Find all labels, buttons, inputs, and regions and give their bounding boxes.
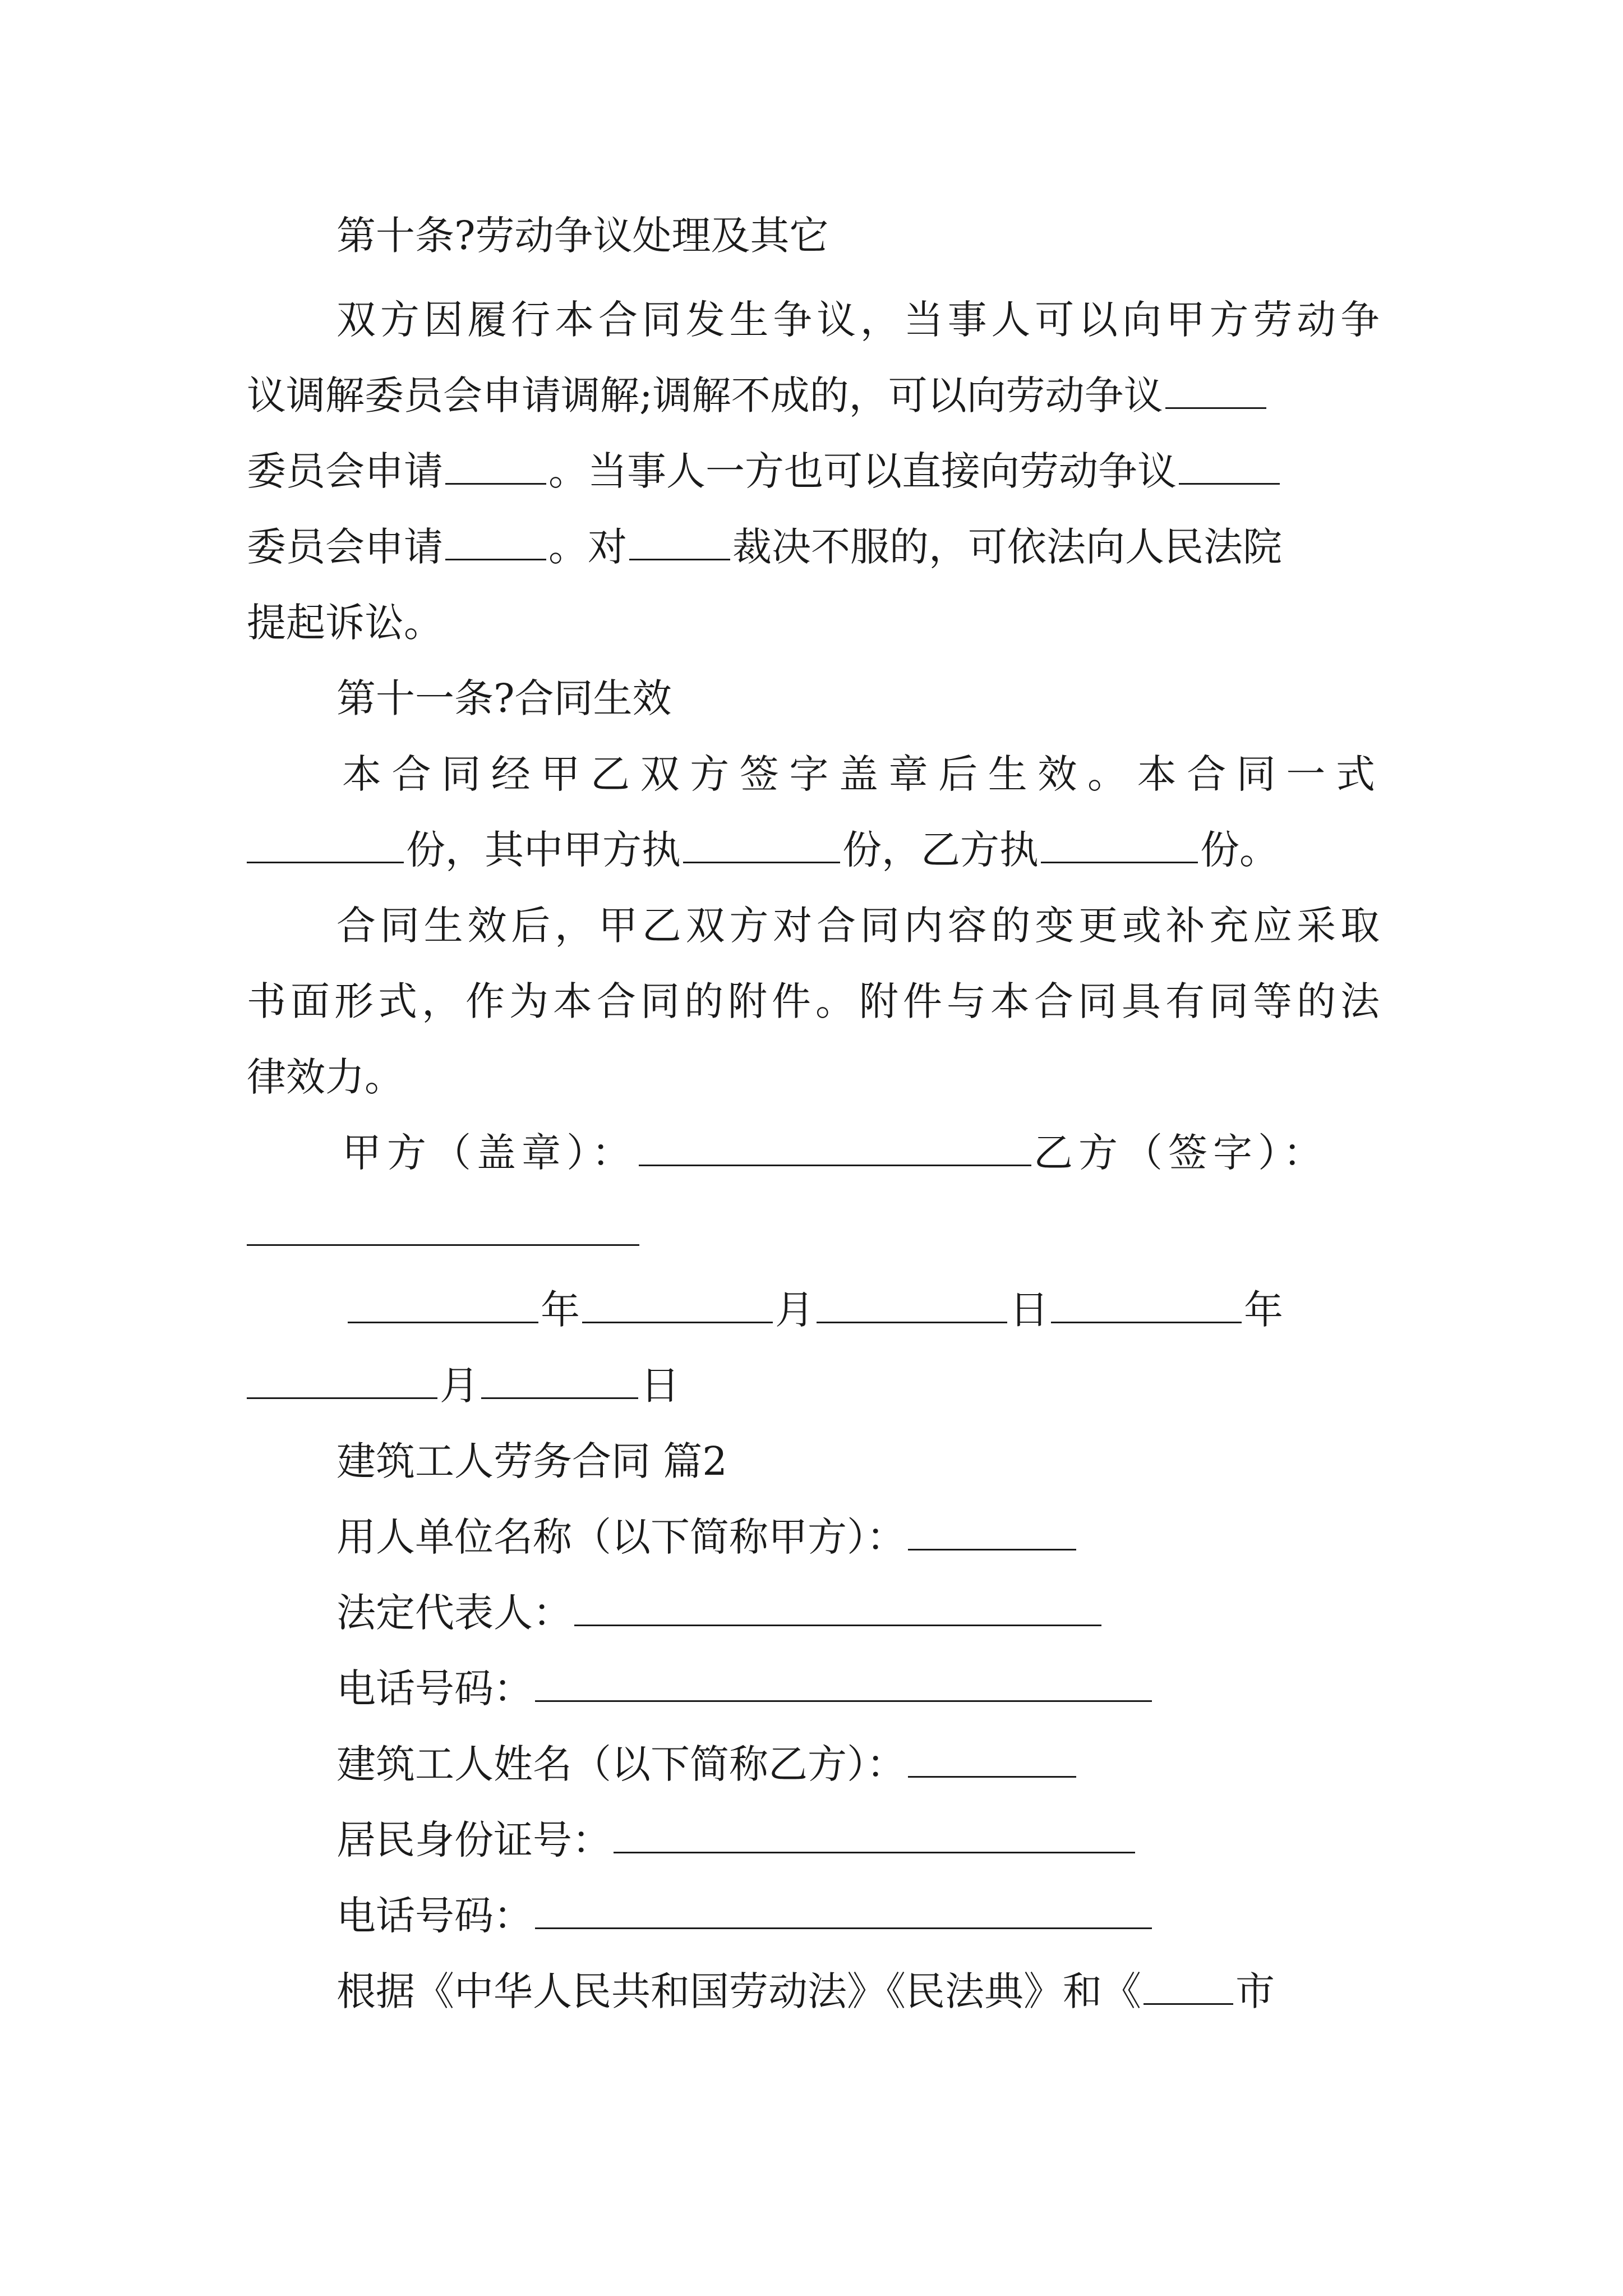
blank-field <box>908 1514 1076 1550</box>
date-line: 年 月 日 年 <box>348 1285 1380 1335</box>
blank-field <box>247 827 404 863</box>
blank-field <box>1144 1968 1233 2005</box>
party-b-signature-blank <box>247 1244 639 1246</box>
blank-field <box>1051 1287 1242 1323</box>
article-11-paragraph-line: 合同生效后，甲乙双方对合同内容的变更或补充应采取 <box>336 903 1380 949</box>
legal-representative-field: 法定代表人： <box>336 1588 1380 1638</box>
blank-field <box>535 1665 1152 1702</box>
worker-name-field: 建筑工人姓名（以下简称乙方）： <box>336 1739 1380 1789</box>
blank-field <box>1041 827 1198 863</box>
blank-field <box>535 1893 1152 1929</box>
blank-field <box>582 1287 773 1323</box>
blank-field <box>629 524 730 560</box>
date-line: 月 日 <box>247 1360 1380 1411</box>
legal-basis-line: 根据《中华人民共和国劳动法》《民法典》和《 市 <box>336 1968 1275 2014</box>
employer-phone-field: 电话号码： <box>336 1663 1380 1714</box>
blank-field <box>348 1287 538 1323</box>
signature-line <box>342 1128 1380 1178</box>
party-a-signature-blank <box>639 1130 1031 1166</box>
article-10-paragraph-line: 提起诉讼。 <box>247 600 443 646</box>
article-10-paragraph-line: 双方因履行本合同发生争议，当事人可以向甲方劳动争 <box>336 297 1380 343</box>
blank-field <box>574 1590 1101 1626</box>
worker-phone-field: 电话号码： <box>336 1890 1380 1941</box>
employer-name-field: 用人单位名称（以下简称甲方）： <box>336 1512 1380 1562</box>
article-11-heading: 第十一条?合同生效 <box>336 675 672 721</box>
blank-field <box>445 524 546 560</box>
blank-field <box>683 827 840 863</box>
article-10-paragraph-line: 委员会申请 。对 裁决不服的，可依法向人民法院 <box>247 524 1282 570</box>
blank-field <box>614 1817 1135 1853</box>
blank-field <box>1179 448 1280 485</box>
blank-field <box>1165 372 1266 409</box>
blank-field <box>247 1363 437 1399</box>
section-2-title: 建筑工人劳务合同 篇2 <box>336 1438 727 1484</box>
blank-field <box>817 1287 1007 1323</box>
article-11-paragraph-line: 本合同经甲乙双方签字盖章后生效。本合同一式 <box>342 751 1380 797</box>
party-b-label: 乙方（签字）： <box>1034 1130 1328 1176</box>
party-a-label: 甲方（盖章）： <box>342 1130 637 1176</box>
article-10-heading: 第十条?劳动争议处理及其它 <box>336 213 829 259</box>
blank-field <box>445 448 546 485</box>
article-11-paragraph-line: 书面形式，作为本合同的附件。附件与本合同具有同等的法 <box>247 978 1380 1024</box>
blank-field <box>908 1741 1076 1778</box>
article-10-paragraph-line: 议调解委员会申请调解;调解不成的，可以向劳动争议 <box>247 370 1380 421</box>
blank-field <box>481 1363 638 1399</box>
article-11-paragraph-line: 份，其中甲方执 份，乙方执 份。 <box>247 825 1380 875</box>
article-11-paragraph-line: 律效力。 <box>247 1054 404 1100</box>
id-number-field: 居民身份证号： <box>336 1815 1380 1865</box>
article-10-paragraph-line: 委员会申请 。当事人一方也可以直接向劳动争议 <box>247 446 1380 496</box>
